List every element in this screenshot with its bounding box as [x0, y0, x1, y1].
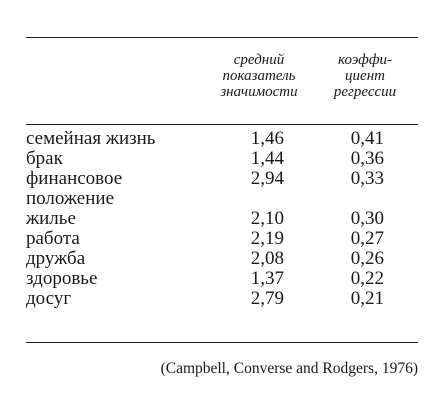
- row-label: жилье: [26, 208, 76, 229]
- header-line: регрессии: [333, 84, 397, 100]
- table-row: [0, 209, 444, 229]
- header-line: значимости: [220, 84, 298, 100]
- header-regression-coefficient: [318, 52, 412, 100]
- table-row: [0, 289, 444, 309]
- table-row: [0, 269, 444, 289]
- regression-value: 0,26: [350, 248, 384, 269]
- header-line: средний: [233, 52, 285, 68]
- table-row: [0, 249, 444, 269]
- header-line: коэффи-: [338, 52, 392, 68]
- importance-value: 2,79: [250, 288, 284, 309]
- importance-value: 2,08: [250, 248, 284, 269]
- row-label: досуг: [26, 288, 72, 309]
- table-row: [0, 169, 444, 209]
- row-label: семейная жизнь: [26, 128, 156, 149]
- regression-value: 0,33: [350, 168, 384, 189]
- row-label: финансовое положение: [26, 168, 123, 209]
- table-row: [0, 149, 444, 169]
- row-label: брак: [26, 148, 63, 169]
- table-body: [0, 129, 444, 309]
- citation: (Campbell, Converse and Rodgers, 1976): [160, 360, 418, 377]
- importance-value: 2,19: [250, 228, 284, 249]
- header-line: циент: [345, 68, 385, 84]
- table-header-rule: [26, 124, 418, 125]
- importance-value: 2,94: [250, 168, 284, 189]
- header-average-importance: [204, 52, 314, 100]
- table-row: [0, 229, 444, 249]
- importance-value: 1,37: [250, 268, 284, 289]
- regression-value: 0,27: [350, 228, 384, 249]
- regression-value: 0,41: [350, 128, 384, 149]
- regression-value: 0,22: [350, 268, 384, 289]
- row-label: дружба: [26, 248, 86, 269]
- importance-value: 1,44: [250, 148, 284, 169]
- regression-value: 0,36: [350, 148, 384, 169]
- regression-value: 0,30: [350, 208, 384, 229]
- row-label: здоровье: [26, 268, 98, 289]
- table-bottom-rule: [26, 342, 418, 343]
- regression-value: 0,21: [350, 288, 384, 309]
- table-row: [0, 129, 444, 149]
- header-line: показатель: [222, 68, 296, 84]
- importance-value: 1,46: [250, 128, 284, 149]
- table-top-rule: [26, 37, 418, 38]
- importance-value: 2,10: [250, 208, 284, 229]
- row-label: работа: [26, 228, 80, 249]
